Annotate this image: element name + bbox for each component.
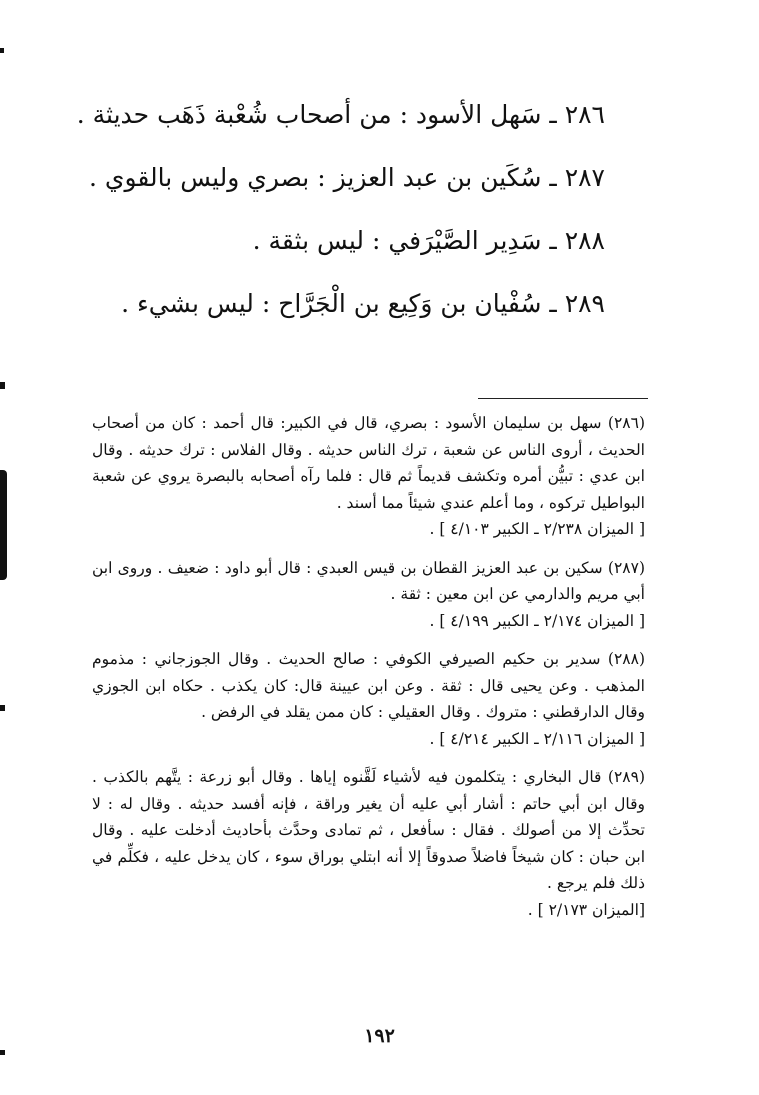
footnote-286 bbox=[92, 410, 645, 543]
scan-mark bbox=[0, 705, 5, 711]
footnote-reference: [الميزان ٢/١٧٣ ] . bbox=[527, 900, 645, 919]
footnote-text: (٢٨٧) سكين بن عبد العزيز القطان بن قيس العبدي : قال أبو داود : ضعيف . وروى ابن أبي مريم والدارمي عن ابن معين : ثقة . bbox=[92, 558, 645, 603]
footnote-separator bbox=[478, 398, 648, 399]
footnote-text: (٢٨٨) سدير بن حكيم الصيرفي الكوفي : صالح الحديث . وقال الجوزجاني : مذموم المذهب . وعن يحيى قال : ثقة . وعن ابن عيينة قال: كان يكذب . حكاه ابن الجوزي وقال الدارقطني : متروك . وقال العقيلي : كان ممن يقلد في الرفض . bbox=[92, 650, 645, 721]
footnote-288 bbox=[92, 646, 645, 752]
footnote-text: (٢٨٦) سهل بن سليمان الأسود : بصري، قال في الكبير: قال أحمد : كان من أصحاب الحديث ، أروى الناس عن شعبة ، ترك الناس حديثه . وقال الفلاس : ترك حديثه . وقال ابن عدي : تبيُّن أمره وتكشف قديماً ثم قال : فلما رآه أصحابه بالبصرة يروي عن شعبة البواطيل تركوه ، وما أعلم عندي شيئاً مما أسند . bbox=[92, 414, 645, 512]
scan-mark bbox=[0, 382, 5, 389]
entry-288: ٢٨٨ ـ سَدِير الصَّيْرَفي : ليس بثقة . bbox=[252, 226, 605, 255]
entry-289: ٢٨٩ ـ سُفْيان بن وَكِيع بن الْجَرَّاح : ليس بشيء . bbox=[121, 289, 605, 318]
main-entries bbox=[76, 95, 605, 347]
footnote-289 bbox=[92, 764, 645, 923]
scan-mark bbox=[0, 470, 7, 580]
footnotes bbox=[92, 410, 645, 935]
scan-mark bbox=[0, 1050, 5, 1055]
footnote-reference: [ الميزان ٢/١١٦ ـ الكبير ٤/٢١٤ ] . bbox=[429, 729, 645, 748]
entry-286: ٢٨٦ ـ سَهل الأسود : من أصحاب شُعْبة ذَهَب حديثة . bbox=[76, 100, 605, 129]
page-number: ١٩٢ bbox=[364, 1025, 395, 1047]
footnote-text: (٢٨٩) قال البخاري : يتكلمون فيه لأشياء لَقَّنوه إياها . وقال أبو زرعة : يتَّهم بالكذب . وقال ابن أبي حاتم : أشار أبي عليه أن يغير وراقة ، فإنه أفسد حديثه . وقال له : لا تحدِّث إلا من أصولك . فقال : سأفعل ، ثم تمادى وحدَّث بأحاديث أدخلت عليه . وقال ابن حبان : كان شيخاً فاضلاً صدوقاً إلا أنه ابتلي بوراق سوء ، كان يدخل عليه ، فكلِّم في ذلك فلم يرجع . bbox=[92, 768, 645, 892]
footnote-reference: [ الميزان ٢/١٧٤ ـ الكبير ٤/١٩٩ ] . bbox=[429, 611, 645, 630]
footnote-reference: [ الميزان ٢/٢٣٨ ـ الكبير ٤/١٠٣ ] . bbox=[429, 520, 645, 538]
scan-mark bbox=[0, 48, 4, 53]
entry-287: ٢٨٧ ـ سُكَين بن عبد العزيز : بصري وليس بالقوي . bbox=[89, 163, 605, 192]
footnote-287 bbox=[92, 555, 645, 635]
